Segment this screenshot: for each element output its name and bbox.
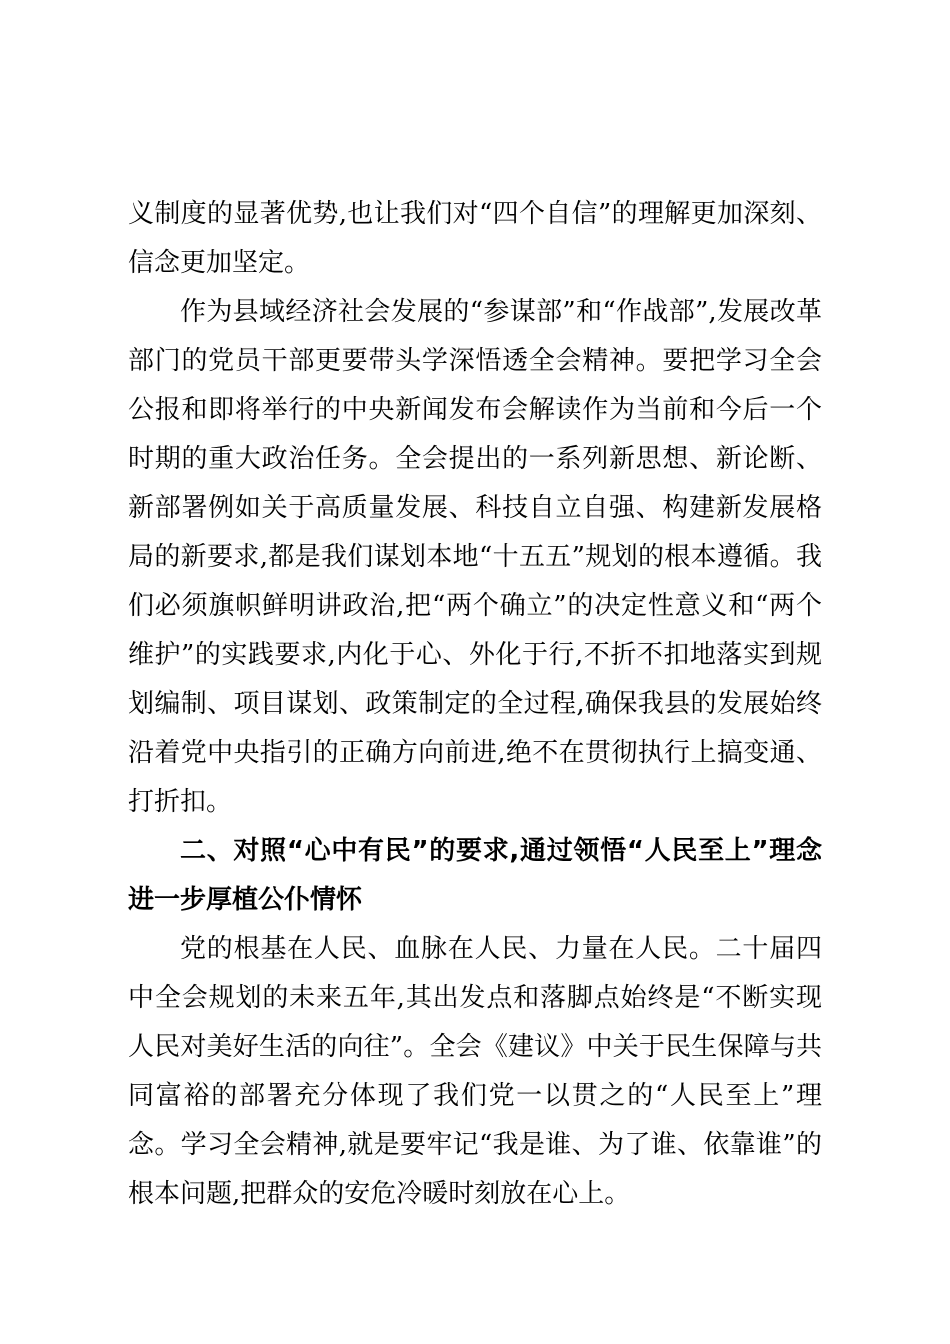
paragraph-people-first: 党的根基在人民、血脉在人民、力量在人民。二十届四中全会规划的未来五年,其出发点和落脚点始终是“不断实现人民对美好生活的向往”。全会《建议》中关于民生保障与共同富裕的部署充分体现了我们党一以贯之的“人民至上”理念。学习全会精神,就是要牢记“我是谁、为了谁、依靠谁”的根本问题,把群众的安危冷暖时刻放在心上。 <box>128 934 822 1209</box>
paragraph-development-reform: 作为县域经济社会发展的“参谋部”和“作战部”,发展改革部门的党员干部更要带头学深悟透全会精神。要把学习全会公报和即将举行的中央新闻发布会解读作为当前和今后一个时期的重大政治任务。全会提出的一系列新思想、新论断、新部署例如关于高质量发展、科技自立自强、构建新发展格局的新要求,都是我们谋划本地“十五五”规划的根本遵循。我们必须旗帜鲜明讲政治,把“两个确立”的决定性意义和“两个维护”的实践要求,内化于心、外化于行,不折不扣地落实到规划编制、项目谋划、政策制定的全过程,确保我县的发展始终沿着党中央指引的正确方向前进,绝不在贯彻执行上搞变通、打折扣。 <box>128 297 822 817</box>
document-body <box>128 190 822 1219</box>
paragraph-continuation: 义制度的显著优势,也让我们对“四个自信”的理解更加深刻、信念更加坚定。 <box>128 199 822 278</box>
section-heading-two: 二、对照“心中有民”的要求,通过领悟“人民至上”理念进一步厚植公仆情怀 <box>128 836 822 915</box>
